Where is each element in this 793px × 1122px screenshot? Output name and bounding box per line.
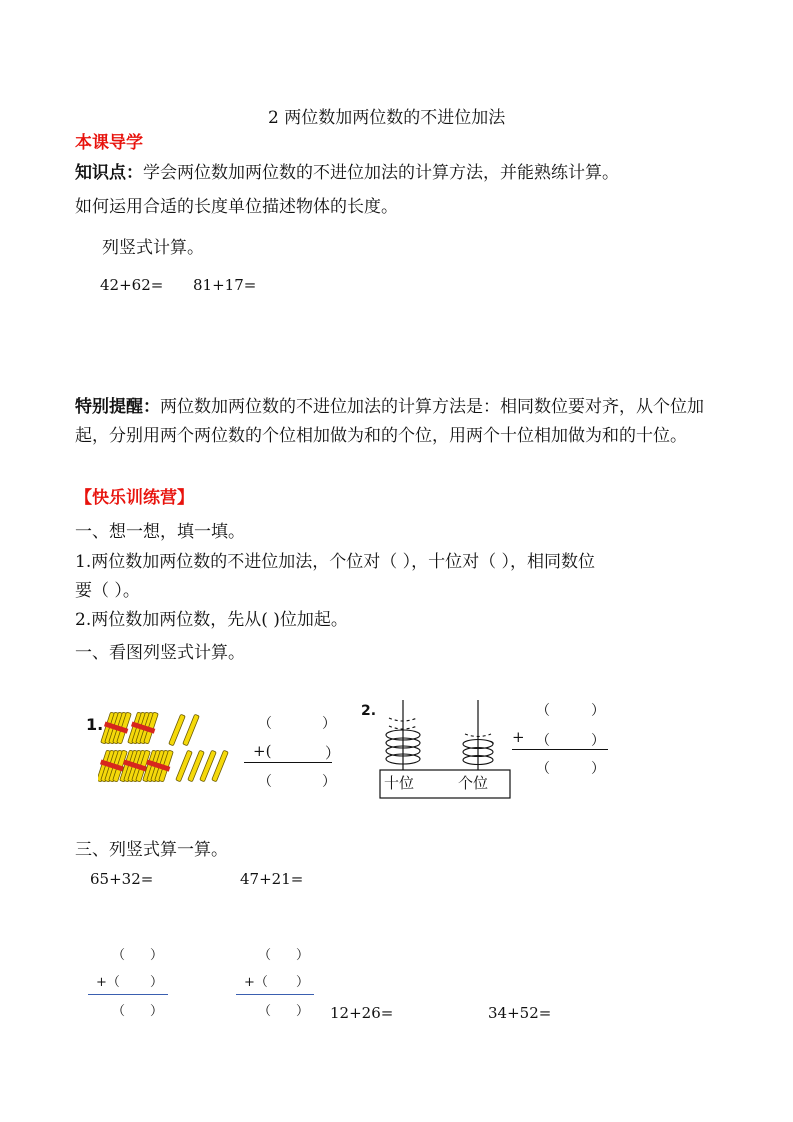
reminder-text: 两位数加两位数的不进位加法的计算方法是：相同数位要对齐，从个位加起，分别用两个两位数的个位相加做为和的个位，用两个十位相加做为和的十位。 <box>75 397 704 446</box>
figure-2-label: 2. <box>361 703 377 719</box>
formB-plus-paren: +（ <box>244 975 268 990</box>
ones-place-label: 个位 <box>458 774 489 792</box>
fig2-sum-open: （ <box>536 761 550 777</box>
fig1-sum-close: ） <box>322 774 336 790</box>
section3-problem-1: 65+32= <box>90 870 154 888</box>
formA-sum-line <box>88 994 168 995</box>
tens-place-label: 十位 <box>384 774 415 792</box>
fig2-sum-line <box>512 749 608 750</box>
formB-addend-2-close: ） <box>296 975 310 990</box>
single-stick <box>183 714 200 746</box>
formA-addend-1-open: （ <box>112 948 126 963</box>
ten-bundle-1 <box>101 712 132 744</box>
knowledge-point <box>75 158 619 183</box>
section-two-heading: 一、看图列竖式计算。 <box>75 643 245 663</box>
question-2: 2.两位数加两位数，先从( )位加起。 <box>75 610 348 630</box>
formB-addend-1-close: ） <box>296 948 310 963</box>
practice-problem-1: 42+62= <box>100 276 164 294</box>
formB-sum-open: （ <box>258 1004 272 1019</box>
fig1-addend-1-close: ） <box>322 716 336 732</box>
formA-sum-close: ） <box>150 1004 164 1019</box>
section3-problem-2: 47+21= <box>240 870 304 888</box>
page-title: 2 两位数加两位数的不进位加法 <box>268 108 506 128</box>
formB-sum-close: ） <box>296 1004 310 1019</box>
formA-addend-2-close: ） <box>150 975 164 990</box>
fig2-addend-1-close: ） <box>591 703 605 719</box>
ten-bundle-2 <box>128 712 159 744</box>
fig2-addend-1-open: （ <box>536 703 550 719</box>
fig1-sum-open: （ <box>258 774 272 790</box>
formB-sum-line <box>236 994 314 995</box>
section-one-heading: 一、想一想，填一填。 <box>75 522 245 542</box>
fig2-sum-close: ） <box>591 761 605 777</box>
practice-problem-2: 81+17= <box>193 276 257 294</box>
formB-addend-1-open: （ <box>258 948 272 963</box>
single-stick <box>169 714 186 746</box>
fig2-addend-2-close: ） <box>591 733 605 749</box>
question-1-line-2: 要（ ）。 <box>75 581 140 601</box>
fig1-plus-paren: +( <box>253 742 272 760</box>
section-three-heading: 三、列竖式算一算。 <box>75 840 228 860</box>
sticks-bundle-illustration <box>98 708 238 790</box>
formA-sum-open: （ <box>112 1004 126 1019</box>
question-1-line-1: 1.两位数加两位数的不进位加法，个位对（ ），十位对（ ），相同数位 <box>75 552 596 572</box>
reminder-label: 特别提醒： <box>75 397 160 417</box>
section3-problem-4: 34+52= <box>488 1004 552 1022</box>
special-reminder <box>75 393 725 451</box>
knowledge-point-label: 知识点： <box>75 163 143 183</box>
fig1-addend-1-open: （ <box>258 716 272 732</box>
fig1-addend-2-close: ） <box>325 744 341 762</box>
formA-addend-1-close: ） <box>150 948 164 963</box>
knowledge-point-text: 学会两位数加两位数的不进位加法的计算方法，并能熟练计算。 <box>143 163 619 183</box>
section-heading-camp: 【快乐训练营】 <box>75 488 194 508</box>
guide-line-2: 如何运用合适的长度单位描述物体的长度。 <box>75 197 398 217</box>
formA-plus-paren: +（ <box>96 975 120 990</box>
fig2-addend-2-open: （ <box>536 733 550 749</box>
instruction-text: 列竖式计算。 <box>102 238 204 258</box>
figure-1-label: 1. <box>86 715 104 734</box>
section3-problem-3: 12+26= <box>330 1004 394 1022</box>
section-heading-guide: 本课导学 <box>75 133 143 153</box>
fig2-plus: + <box>512 728 525 746</box>
abacus-dash-mark: 、 <box>490 732 504 747</box>
fig1-sum-line <box>244 762 332 763</box>
